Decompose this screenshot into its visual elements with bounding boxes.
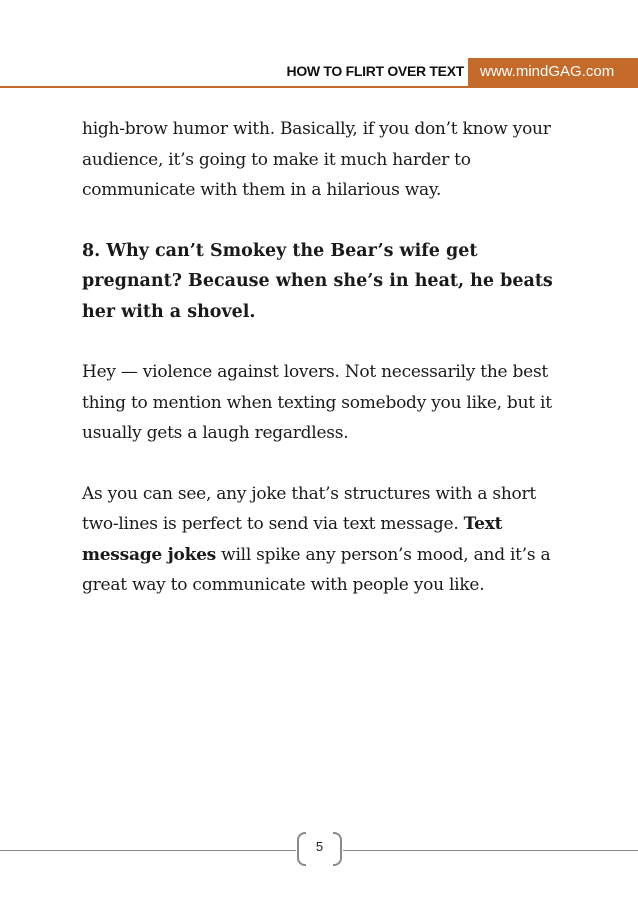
site-url-badge: www.mindGAG.com [468, 58, 638, 86]
joke-heading: 8. Why can’t Smokey the Bear’s wife get pregnant? Because when she’s in heat, he beats her with a shovel. [82, 240, 553, 322]
page-content [82, 114, 574, 601]
paragraph-conclusion-end: will spike any person’s mood, and it’s a great way to communicate with people you like. [82, 544, 551, 595]
header-divider [0, 86, 638, 88]
page-number: 5 [315, 839, 324, 854]
text-message-jokes-emphasis: Text message jokes [82, 514, 503, 565]
page-number-bracket-right [333, 832, 342, 866]
paragraph-conclusion [82, 479, 574, 601]
paragraph-conclusion-start: As you can see, any joke that’s structures with a short two-lines is perfect to send via text message. [82, 483, 536, 534]
document-title: HOW TO FLIRT OVER TEXT [286, 63, 464, 79]
paragraph-intro: high-brow humor with. Basically, if you don’t know your audience, it’s going to make it much harder to communicate with them in a hilarious way. [82, 119, 551, 200]
footer-rule-left [0, 850, 296, 851]
paragraph-commentary: Hey — violence against lovers. Not necessarily the best thing to mention when texting somebody you like, but it usually gets a laugh regardless. [82, 362, 552, 443]
page-number-bracket-left [297, 832, 306, 866]
footer-rule-right [343, 850, 638, 851]
page-header [0, 58, 638, 86]
